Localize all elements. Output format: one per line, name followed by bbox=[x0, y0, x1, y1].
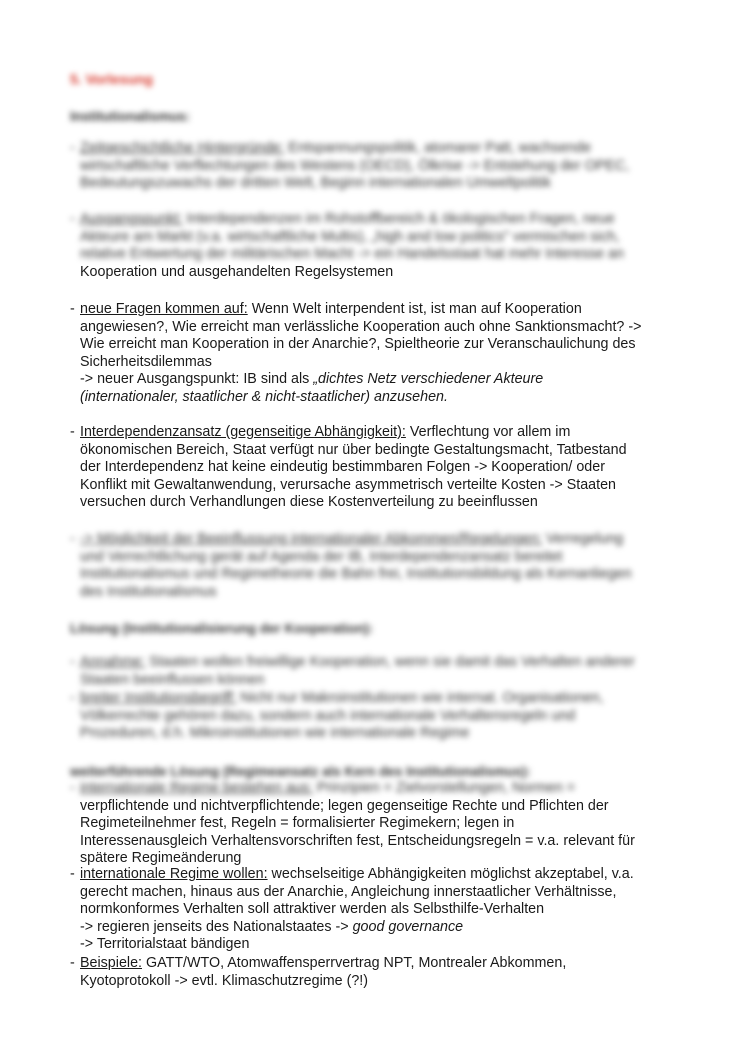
bullet-ausgangspunkt: - Ausgangspunkt: Interdependenzen im Rohstoffbereich & ökologischen Fragen, neue Akteure am Markt (v.a. wirtschaftliche Multis), „high and low politics" vermischen sich, relative Entwertung der militärischen Macht -> ein Handelsstaat hat mehr Interesse an Kooperation und ausgehandelten Regelsystemen bbox=[70, 211, 624, 280]
bullet-interdependenzansatz: - Interdependenzansatz (gegenseitige Abhängigkeit): Verflechtung vor allem im ökonomischen Bereich, Staat verfügt nur über bedingte Gestaltungsmacht, Tatbestand der Interdependenz hat keine eindeutig bestimmbaren Folgen -> Kooperation/ oder Konflikt mit Gewaltanwendung, verursache asymmetrisch verteilte Kosten -> Staaten versuchen durch Verhandlungen diese Kostenverteilung zu beeinflussen bbox=[70, 424, 627, 511]
bullet-label: internationale Regime wollen: bbox=[80, 866, 268, 882]
bullet-label: Ausgangspunkt: bbox=[80, 211, 183, 227]
bullet-label: neue Fragen kommen auf: bbox=[80, 301, 248, 317]
bullet-label: Beispiele: bbox=[80, 955, 142, 971]
bullet-label: Interdependenzansatz (gegenseitige Abhängigkeit): bbox=[80, 424, 406, 440]
bullet-label: internationale Regime bestehen aus: bbox=[80, 780, 313, 796]
bullet-neue-fragen: - neue Fragen kommen auf: Wenn Welt interpendent ist, ist man auf Kooperation angewiesen?, Wie erreicht man verlässliche Kooperation auch ohne Sanktionsmacht? -> Wie erreicht man Kooperation in der Anarchie?, Spieltheorie zur Veranschaulichung des Sicherheitsdilemmas -> neuer Ausgangspunkt: IB sind als „dichtes Netz verschiedener Akteure (internationaler, staatlicher & nicht-staatlicher) anzusehen. bbox=[70, 301, 642, 405]
bullet-beispiele: - Beispiele: GATT/WTO, Atomwaffensperrvertrag NPT, Montrealer Abkommen, Kyotoprotokoll -> evtl. Klimaschutzregime (?!) bbox=[70, 955, 567, 989]
lecture-title: 5. Vorlesung bbox=[70, 71, 153, 87]
section-heading-institutionalismus: Institutionalismus: bbox=[70, 109, 191, 124]
bullet-label: Zeitgeschichtliche Hintergründe: bbox=[80, 140, 285, 156]
bullet-label: breiter Institutionsbegriff: bbox=[80, 690, 237, 706]
bullet-annahme: - Annahme: Staaten wollen freiwillige Kooperation, wenn sie damit das Verhalten anderer Staaten beeinflussen können bbox=[70, 654, 635, 688]
section-heading-weiterfuehrend: weiterführende Lösung (Regimeansatz als Kern des Institutionalismus): bbox=[70, 764, 531, 779]
section-heading-loesung: Lösung (Institutionalisierung der Kooperation): bbox=[70, 621, 373, 636]
bullet-moeglichkeit: - -> Möglichkeit der Beeinflussung internationaler Abkommen/Regelungen: Verregelung und Verrechtlichung gerät auf Agenda der IB, Interdependenzansatz bereitet Institutionalismus und Regimetheorie die Bahn frei, Institutionsbildung als Kernanliegen des Institutionalismus bbox=[70, 531, 632, 600]
bullet-breiter-institutionsbegriff: - breiter Institutionsbegriff: Nicht nur Makroinstitutionen wie internat. Organisationen, Völkerrechte gehören dazu, sondern auch internationale Verhaltensregeln und Prozeduren, d.h. Mikroinstitutionen wie internationale Regime bbox=[70, 690, 604, 742]
bullet-zeitgeschichte: - Zeitgeschichtliche Hintergründe: Entspannungspolitik, atomarer Patt, wachsende wirtschaftliche Verflechtungen des Westens (OECD), Ölkrise -> Entstehung der OPEC, Bedeutungszuwachs der dritten Welt, Beginn internationalen Umweltpolitik bbox=[70, 140, 630, 192]
bullet-regime-bestehen: - internationale Regime bestehen aus: Prinzipien = Zielvorstellungen, Normen = verpflichtende und nichtverpflichtende; legen gegenseitige Rechte und Pflichten der Regimeteilnehmer fest, Regeln = formalisierter Regimekern; legen in Interessenausgleich Verhaltensvorschriften fest, Entscheidungsregeln = v.a. relevant für spätere Regimeänderung bbox=[70, 780, 635, 867]
bullet-regime-wollen: - internationale Regime wollen: wechselseitige Abhängigkeiten möglichst akzeptabel, v.a. gerecht machen, hinaus aus der Anarchie, Angleichung innerstaatlicher Verhältnisse, normkonformes Verhalten soll attraktiver werden als Selbsthilfe-Verhalten -> regieren jenseits des Nationalstaates -> good governance -> Territorialstaat bändigen bbox=[70, 866, 634, 953]
bullet-label: -> Möglichkeit der Beeinflussung internationaler Abkommen/Regelungen: bbox=[80, 531, 543, 547]
bullet-label: Annahme: bbox=[80, 654, 146, 670]
